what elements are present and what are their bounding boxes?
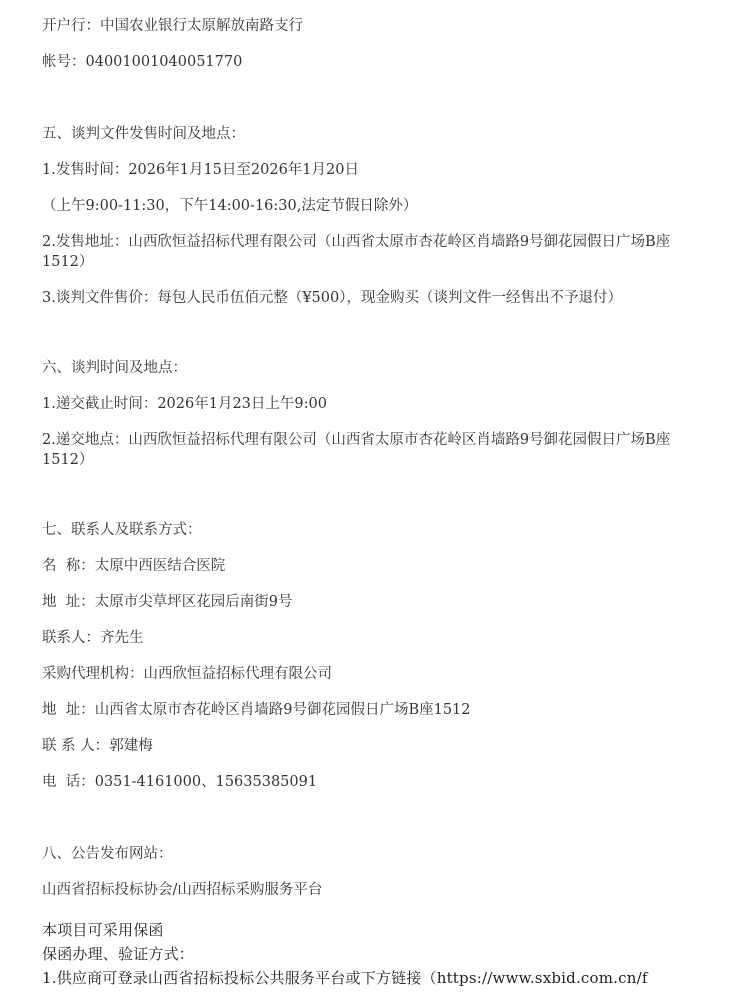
submit-place: 2.递交地点：山西欣恒益招标代理有限公司（山西省太原市杏花岭区肖墙路9号御花园假日广场B座1512）: [42, 432, 671, 468]
buyer-address: 地 址：太原市尖草坪区花园后南街9号: [42, 594, 293, 610]
agency-contact: 联 系 人：郭建梅: [42, 738, 153, 754]
sale-price: 3.谈判文件售价：每包人民币伍佰元整（¥500），现金购买（谈判文件一经售出不予退付）: [42, 290, 622, 306]
account-number: 帐号：04001001040051770: [42, 54, 243, 70]
agency-phone: 电 话：0351-4161000、15635385091: [42, 774, 318, 790]
buyer-name: 名 称：太原中西医结合医院: [42, 558, 226, 574]
submit-deadline: 1.递交截止时间：2026年1月23日上午9:00: [42, 396, 327, 412]
section-5-heading: 五、谈判文件发售时间及地点：: [42, 126, 245, 142]
section-6-heading: 六、谈判时间及地点：: [42, 360, 187, 376]
guarantee-method: 保函办理、验证方式：: [42, 945, 195, 963]
sale-time: 1.发售时间：2026年1月15日至2026年1月20日: [42, 162, 359, 178]
buyer-contact: 联系人：齐先生: [42, 630, 144, 646]
guarantee-note: 本项目可采用保函: [42, 921, 164, 939]
guarantee-instruction: 1.供应商可登录山西省招标投标公共服务平台或下方链接（https://www.sxbid.com.cn/f: [42, 969, 648, 987]
agency-address: 地 址：山西省太原市杏花岭区肖墙路9号御花园假日广场B座1512: [42, 702, 471, 718]
publish-site: 山西省招标投标协会/山西招标采购服务平台: [42, 882, 323, 898]
bank-info: 开户行：中国农业银行太原解放南路支行: [42, 18, 303, 34]
agency-name: 采购代理机构：山西欣恒益招标代理有限公司: [42, 666, 332, 682]
section-7-heading: 七、联系人及联系方式：: [42, 522, 202, 538]
sale-place: 2.发售地址：山西欣恒益招标代理有限公司（山西省太原市杏花岭区肖墙路9号御花园假日广场B座1512）: [42, 234, 671, 270]
sale-hours: （上午9:00-11:30，下午14:00-16:30,法定节假日除外）: [42, 198, 418, 214]
section-8-heading: 八、公告发布网站：: [42, 846, 173, 862]
